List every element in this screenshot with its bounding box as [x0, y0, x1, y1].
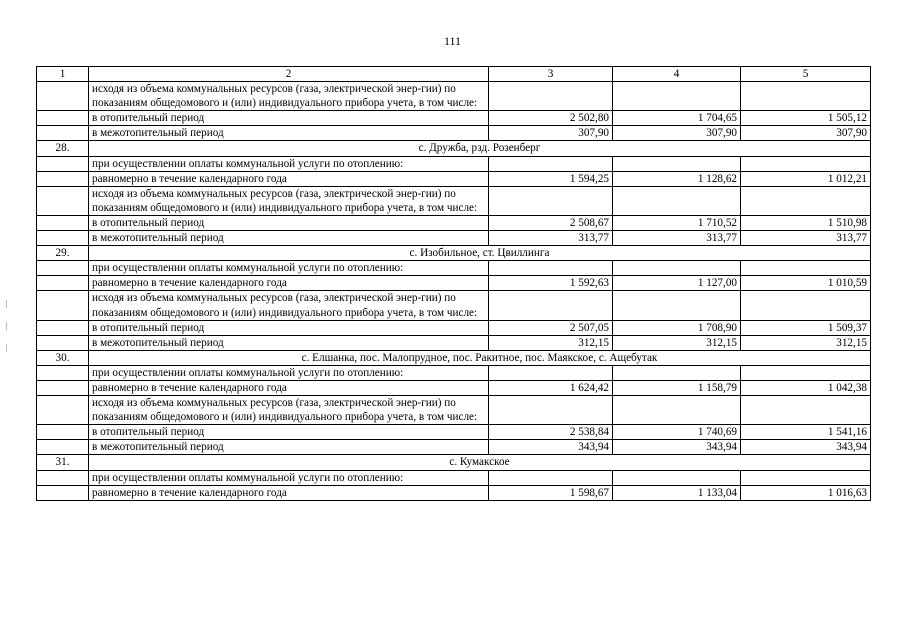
- table-header-row: [37, 67, 871, 82]
- value-col-4-cell: 1 127,00: [613, 276, 741, 291]
- description-cell: при осуществлении оплаты коммунальной услуги по отоплению:: [89, 156, 489, 171]
- value-col-5-cell: 1 010,59: [741, 276, 871, 291]
- tariff-table: [36, 66, 871, 501]
- settlement-row: [37, 455, 871, 470]
- header-col-2: 2: [89, 67, 489, 82]
- row-number-cell: [37, 440, 89, 455]
- value-col-3-cell: 2 508,67: [489, 215, 613, 230]
- value-col-3-cell: [489, 396, 613, 425]
- row-number-cell: 30.: [37, 350, 89, 365]
- header-col-3: 3: [489, 67, 613, 82]
- row-number-cell: [37, 171, 89, 186]
- row-number-cell: [37, 261, 89, 276]
- description-cell: равномерно в течение календарного года: [89, 485, 489, 500]
- value-col-4-cell: [613, 156, 741, 171]
- header-col-5: 5: [741, 67, 871, 82]
- settlement-row: [37, 350, 871, 365]
- margin-marks: [6, 300, 10, 366]
- header-col-4: 4: [613, 67, 741, 82]
- value-col-4-cell: 1 704,65: [613, 111, 741, 126]
- row-number-cell: 29.: [37, 246, 89, 261]
- row-number-cell: 28.: [37, 141, 89, 156]
- value-col-4-cell: 1 708,90: [613, 320, 741, 335]
- value-col-3-cell: [489, 365, 613, 380]
- table-row: [37, 320, 871, 335]
- value-col-4-cell: [613, 365, 741, 380]
- value-col-5-cell: [741, 291, 871, 320]
- value-col-4-cell: 1 133,04: [613, 485, 741, 500]
- table-row: [37, 291, 871, 320]
- value-col-3-cell: 2 538,84: [489, 425, 613, 440]
- value-col-5-cell: 1 510,98: [741, 215, 871, 230]
- description-cell: в межотопительный период: [89, 126, 489, 141]
- value-col-3-cell: [489, 261, 613, 276]
- description-cell: при осуществлении оплаты коммунальной услуги по отоплению:: [89, 470, 489, 485]
- value-col-3-cell: [489, 156, 613, 171]
- settlement-row: [37, 141, 871, 156]
- value-col-5-cell: 312,15: [741, 335, 871, 350]
- description-cell: в отопительный период: [89, 425, 489, 440]
- table-row: [37, 396, 871, 425]
- row-number-cell: [37, 126, 89, 141]
- table-row: [37, 82, 871, 111]
- description-cell: равномерно в течение календарного года: [89, 380, 489, 395]
- row-number-cell: [37, 380, 89, 395]
- value-col-5-cell: 1 509,37: [741, 320, 871, 335]
- value-col-5-cell: 1 042,38: [741, 380, 871, 395]
- row-number-cell: [37, 276, 89, 291]
- value-col-4-cell: 1 158,79: [613, 380, 741, 395]
- value-col-4-cell: 1 710,52: [613, 215, 741, 230]
- value-col-5-cell: [741, 470, 871, 485]
- table-row: [37, 485, 871, 500]
- page-number: 111: [443, 34, 462, 48]
- description-cell: в межотопительный период: [89, 440, 489, 455]
- value-col-3-cell: 2 502,80: [489, 111, 613, 126]
- table-row: [37, 156, 871, 171]
- row-number-cell: [37, 231, 89, 246]
- value-col-4-cell: 343,94: [613, 440, 741, 455]
- value-col-5-cell: [741, 156, 871, 171]
- description-cell: при осуществлении оплаты коммунальной услуги по отоплению:: [89, 261, 489, 276]
- value-col-4-cell: 1 740,69: [613, 425, 741, 440]
- table-row: [37, 440, 871, 455]
- settlement-name-cell: с. Кумакское: [89, 455, 871, 470]
- description-cell: в межотопительный период: [89, 335, 489, 350]
- description-cell: исходя из объема коммунальных ресурсов (газа, электрической энер-гии) по показаниям общедомового и (или) индивидуального прибора учета, в том числе:: [89, 82, 489, 111]
- settlement-name-cell: с. Дружба, рзд. Розенберг: [89, 141, 871, 156]
- value-col-4-cell: 312,15: [613, 335, 741, 350]
- description-cell: в межотопительный период: [89, 231, 489, 246]
- value-col-5-cell: 307,90: [741, 126, 871, 141]
- value-col-4-cell: [613, 186, 741, 215]
- table-row: [37, 365, 871, 380]
- table-row: [37, 215, 871, 230]
- row-number-cell: [37, 425, 89, 440]
- description-cell: в отопительный период: [89, 111, 489, 126]
- table-row: [37, 425, 871, 440]
- value-col-3-cell: 343,94: [489, 440, 613, 455]
- description-cell: исходя из объема коммунальных ресурсов (газа, электрической энер-гии) по показаниям общедомового и (или) индивидуального прибора учета, в том числе:: [89, 186, 489, 215]
- row-number-cell: [37, 470, 89, 485]
- value-col-3-cell: 313,77: [489, 231, 613, 246]
- header-col-1: 1: [37, 67, 89, 82]
- row-number-cell: [37, 396, 89, 425]
- value-col-3-cell: [489, 186, 613, 215]
- description-cell: при осуществлении оплаты коммунальной услуги по отоплению:: [89, 365, 489, 380]
- value-col-5-cell: [741, 82, 871, 111]
- value-col-3-cell: 307,90: [489, 126, 613, 141]
- value-col-5-cell: 1 012,21: [741, 171, 871, 186]
- value-col-5-cell: [741, 186, 871, 215]
- table-row: [37, 276, 871, 291]
- value-col-5-cell: 313,77: [741, 231, 871, 246]
- description-cell: равномерно в течение календарного года: [89, 276, 489, 291]
- description-cell: в отопительный период: [89, 215, 489, 230]
- settlement-name-cell: с. Елшанка, пос. Малопрудное, пос. Ракитное, пос. Маякское, с. Ащебутак: [89, 350, 871, 365]
- value-col-4-cell: 313,77: [613, 231, 741, 246]
- row-number-cell: [37, 156, 89, 171]
- value-col-5-cell: 1 505,12: [741, 111, 871, 126]
- table-row: [37, 171, 871, 186]
- row-number-cell: [37, 186, 89, 215]
- value-col-5-cell: [741, 365, 871, 380]
- row-number-cell: [37, 111, 89, 126]
- value-col-3-cell: 1 594,25: [489, 171, 613, 186]
- row-number-cell: [37, 215, 89, 230]
- value-col-5-cell: [741, 396, 871, 425]
- value-col-3-cell: [489, 470, 613, 485]
- table-row: [37, 335, 871, 350]
- table-row: [37, 380, 871, 395]
- value-col-4-cell: [613, 396, 741, 425]
- value-col-3-cell: [489, 291, 613, 320]
- value-col-3-cell: 1 598,67: [489, 485, 613, 500]
- value-col-3-cell: 2 507,05: [489, 320, 613, 335]
- row-number-cell: [37, 485, 89, 500]
- row-number-cell: [37, 335, 89, 350]
- value-col-5-cell: [741, 261, 871, 276]
- value-col-4-cell: [613, 261, 741, 276]
- row-number-cell: [37, 365, 89, 380]
- value-col-3-cell: 1 624,42: [489, 380, 613, 395]
- table-row: [37, 261, 871, 276]
- value-col-5-cell: 343,94: [741, 440, 871, 455]
- value-col-5-cell: 1 541,16: [741, 425, 871, 440]
- margin-mark: [6, 322, 7, 330]
- value-col-4-cell: 1 128,62: [613, 171, 741, 186]
- row-number-cell: [37, 291, 89, 320]
- row-number-cell: 31.: [37, 455, 89, 470]
- margin-mark: [6, 300, 7, 308]
- value-col-3-cell: 1 592,63: [489, 276, 613, 291]
- settlement-row: [37, 246, 871, 261]
- description-cell: исходя из объема коммунальных ресурсов (газа, электрической энер-гии) по показаниям общедомового и (или) индивидуального прибора учета, в том числе:: [89, 396, 489, 425]
- table-row: [37, 231, 871, 246]
- table-body: [37, 82, 871, 501]
- description-cell: исходя из объема коммунальных ресурсов (газа, электрической энер-гии) по показаниям общедомового и (или) индивидуального прибора учета, в том числе:: [89, 291, 489, 320]
- value-col-3-cell: [489, 82, 613, 111]
- description-cell: равномерно в течение календарного года: [89, 171, 489, 186]
- description-cell: в отопительный период: [89, 320, 489, 335]
- table-row: [37, 470, 871, 485]
- value-col-4-cell: [613, 470, 741, 485]
- table-row: [37, 111, 871, 126]
- value-col-4-cell: [613, 291, 741, 320]
- table-row: [37, 186, 871, 215]
- row-number-cell: [37, 82, 89, 111]
- value-col-4-cell: 307,90: [613, 126, 741, 141]
- margin-mark: [6, 344, 7, 352]
- value-col-5-cell: 1 016,63: [741, 485, 871, 500]
- table-row: [37, 126, 871, 141]
- settlement-name-cell: с. Изобильное, ст. Цвиллинга: [89, 246, 871, 261]
- value-col-4-cell: [613, 82, 741, 111]
- row-number-cell: [37, 320, 89, 335]
- value-col-3-cell: 312,15: [489, 335, 613, 350]
